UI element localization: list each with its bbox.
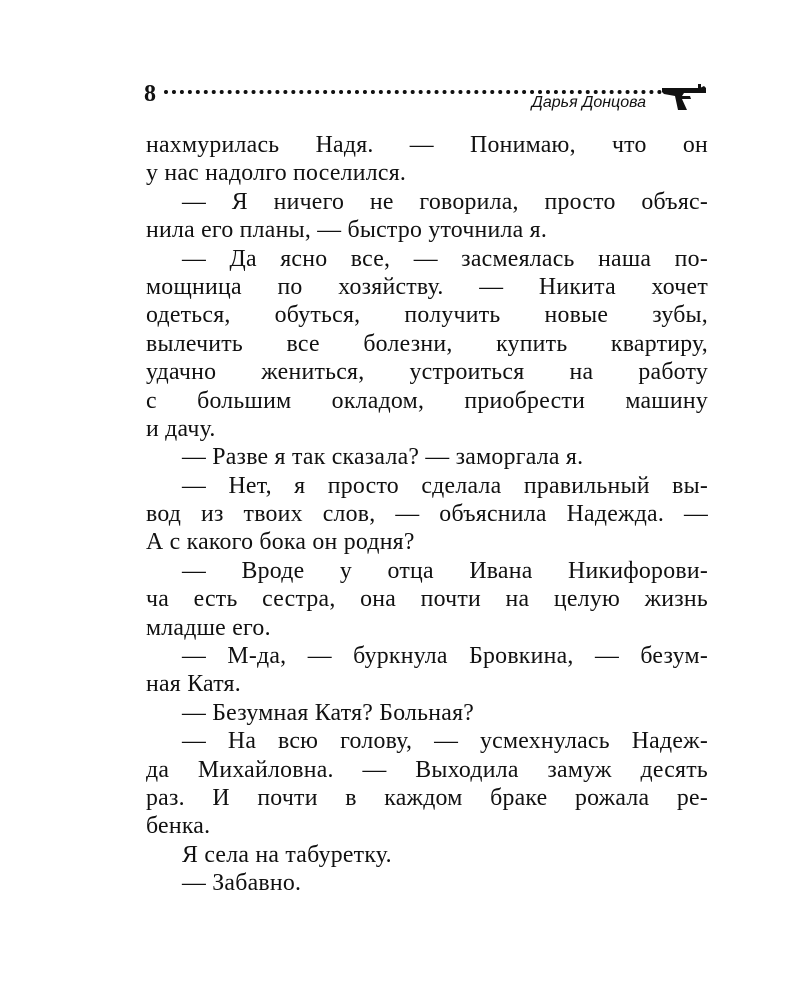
- text-line: ча есть сестра, она почти на целую жизнь: [146, 586, 708, 613]
- text-line: — Забавно.: [182, 870, 302, 897]
- text-line: младше его.: [146, 614, 271, 641]
- text-line: бенка.: [146, 813, 211, 840]
- text-line: с большим окладом, приобрести машину: [146, 387, 708, 414]
- text-line: — Безумная Катя? Больная?: [182, 699, 475, 726]
- text-line: раз. И почти в каждом браке рожала ре-: [146, 784, 708, 811]
- text-line: — Я ничего не говорила, просто объяс-: [182, 188, 708, 215]
- text-line: — Вроде у отца Ивана Никифорови-: [182, 557, 708, 584]
- text-line: и дачу.: [146, 415, 216, 442]
- text-line: одеться, обуться, получить новые зубы,: [146, 302, 708, 329]
- text-line: — Разве я так сказала? — заморгала я.: [182, 444, 584, 471]
- page-number: 8: [144, 81, 156, 107]
- text-line: да Михайловна. — Выходила замуж десять: [146, 756, 708, 783]
- text-line: вод из твоих слов, — объяснила Надежда. —: [146, 501, 708, 528]
- text-line: мощница по хозяйству. — Никита хочет: [146, 273, 708, 300]
- text-line: Я села на табуретку.: [182, 841, 392, 868]
- text-line: нила его планы, — быстро уточнила я.: [146, 217, 548, 244]
- running-header: [140, 78, 708, 118]
- text-line: у нас надолго поселился.: [146, 160, 407, 187]
- text-line: — Да ясно все, — засмеялась наша по-: [182, 245, 708, 272]
- text-line: нахмурилась Надя. — Понимаю, что он: [146, 132, 708, 158]
- text-line: — М-да, — буркнула Бровкина, — безум-: [182, 643, 708, 670]
- pistol-icon: [660, 82, 708, 112]
- text-line: — На всю голову, — усмехнулась Надеж-: [182, 728, 708, 755]
- text-line: — Нет, я просто сделала правильный вы-: [182, 472, 708, 499]
- body-text: [146, 131, 708, 898]
- author-name: Дарья Донцова: [531, 94, 646, 111]
- text-line: вылечить все болезни, купить квартиру,: [146, 330, 708, 357]
- text-line: А с какого бока он родня?: [146, 529, 415, 556]
- text-line: ная Катя.: [146, 671, 241, 698]
- text-line: удачно жениться, устроиться на работу: [146, 359, 708, 386]
